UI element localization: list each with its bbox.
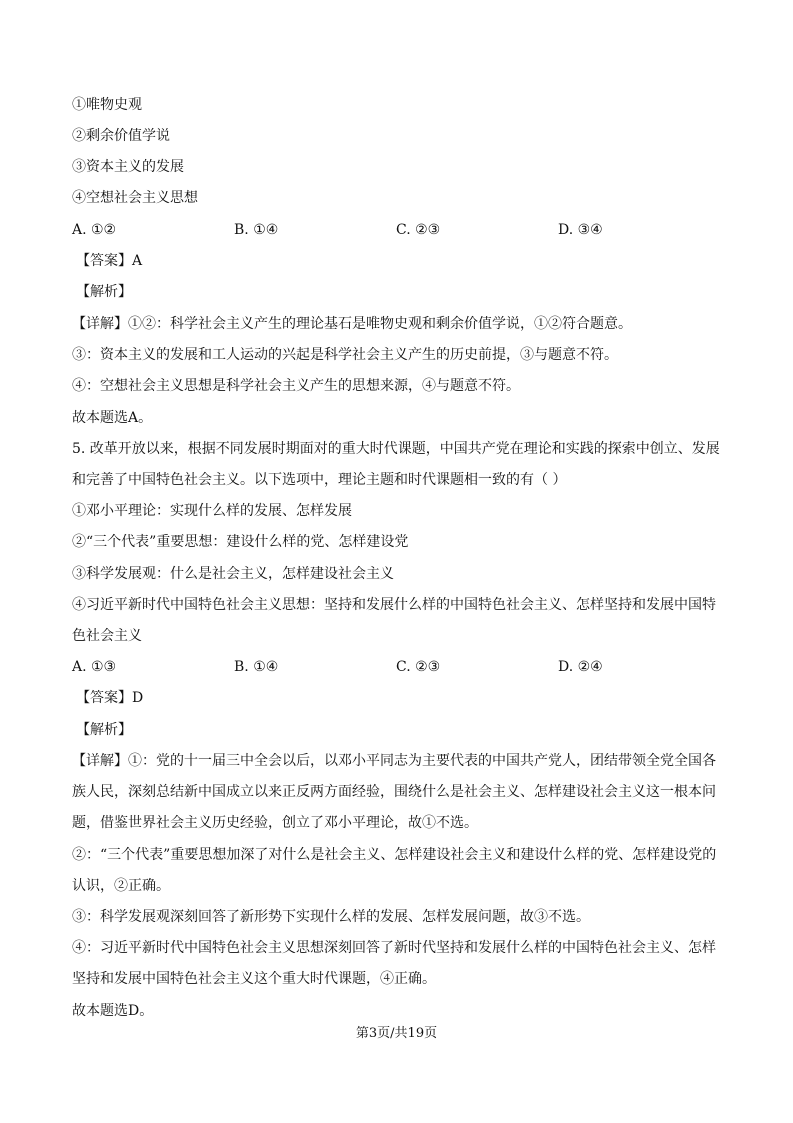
q5-analysis-label: 【解析】 <box>76 722 132 738</box>
q5-explain-1-cont2: 题，借鉴世界社会主义历史经验，创立了邓小平理论，故①不选。 <box>72 815 478 831</box>
q5-explain-2: ②：“三个代表”重要思想加深了对什么是社会主义、怎样建设社会主义和建设什么样的党、怎样建设党的 <box>72 847 717 863</box>
q5-option-b: B. ①④ <box>234 659 279 675</box>
q5-option-a: A. ①③ <box>72 659 117 675</box>
q5-option-c: C. ②③ <box>396 659 441 675</box>
q5-item-3: ③科学发展观：什么是社会主义，怎样建设社会主义 <box>72 566 394 582</box>
q5-explain-3: ③：科学发展观深刻回答了新形势下实现什么样的发展、怎样发展问题，故③不选。 <box>72 909 590 925</box>
q4-item-2: ②剩余价值学说 <box>72 128 170 144</box>
q4-option-b: B. ①④ <box>234 222 279 238</box>
q5-explain-4: ④：习近平新时代中国特色社会主义思想深刻回答了新时代坚持和发展什么样的中国特色社会主义、怎样 <box>72 940 716 956</box>
q5-option-d: D. ②④ <box>558 659 603 675</box>
q5-item-2: ②“三个代表”重要思想：建设什么样的党、怎样建设党 <box>72 534 409 550</box>
q5-item-4: ④习近平新时代中国特色社会主义思想：坚持和发展什么样的中国特色社会主义、怎样坚持和发展中国特 <box>72 597 716 613</box>
q5-item-4-cont: 色社会主义 <box>72 628 142 644</box>
q4-item-4: ④空想社会主义思想 <box>72 190 198 206</box>
q4-option-a: A. ①② <box>72 222 117 238</box>
q4-option-c: C. ②③ <box>396 222 441 238</box>
q5-stem-2: 和完善了中国特色社会主义。以下选项中，理论主题和时代课题相一致的有（ ） <box>72 472 567 488</box>
q5-explain-2-cont: 认识，②正确。 <box>72 878 170 894</box>
q5-item-1: ①邓小平理论：实现什么样的发展、怎样发展 <box>72 503 352 519</box>
q4-explain-1: 【详解】①②：科学社会主义产生的理论基石是唯物史观和剩余价值学说，①②符合题意。 <box>72 316 632 332</box>
q4-conclusion: 故本题选A。 <box>72 410 153 426</box>
page-number-footer: 第3页/共19页 <box>355 1026 438 1041</box>
q4-option-d: D. ③④ <box>558 222 603 238</box>
q4-explain-3: ④：空想社会主义思想是科学社会主义产生的思想来源，④与题意不符。 <box>72 378 520 394</box>
q5-explain-1: 【详解】①：党的十一届三中全会以后，以邓小平同志为主要代表的中国共产党人，团结带领全党全国各 <box>72 753 716 769</box>
q4-item-3: ③资本主义的发展 <box>72 159 184 175</box>
q4-explain-2: ③：资本主义的发展和工人运动的兴起是科学社会主义产生的历史前提，③与题意不符。 <box>72 347 618 363</box>
q5-answer: 【答案】D <box>76 690 144 706</box>
q5-stem-1: 5. 改革开放以来，根据不同发展时期面对的重大时代课题，中国共产党在理论和实践的探索中创立、发展 <box>72 441 720 457</box>
q5-conclusion: 故本题选D。 <box>72 1003 154 1019</box>
q5-explain-4-cont: 坚持和发展中国特色社会主义这个重大时代课题，④正确。 <box>72 971 436 987</box>
q4-answer: 【答案】A <box>76 253 143 269</box>
q5-explain-1-cont: 族人民，深刻总结新中国成立以来正反两方面经验，围绕什么是社会主义、怎样建设社会主义这一根本问 <box>72 784 716 800</box>
q4-item-1: ①唯物史观 <box>72 97 142 113</box>
q4-analysis-label: 【解析】 <box>76 284 132 300</box>
